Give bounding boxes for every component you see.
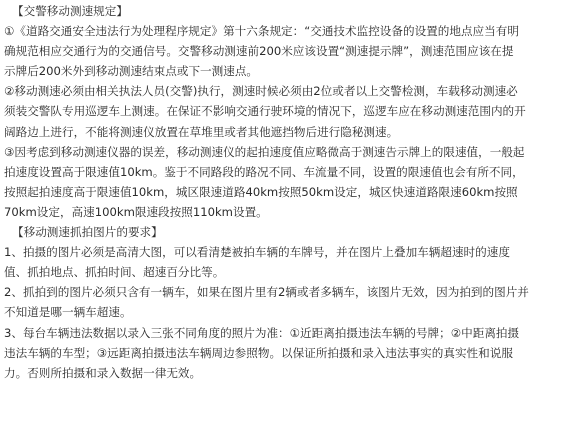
section-heading-traffic-police-speed-rules: 【交警移动测速规定】: [12, 4, 128, 18]
paragraph-line: 按照起拍速度高于限速值10km，城区限速道路40km按照50km设定，城区快速道路限速60km按照: [4, 184, 518, 199]
paragraph-line: 2、抓拍到的图片必须只含有一辆车，如果在图片里有2辆或者多辆车，该图片无效，因为拍到的图片并: [4, 285, 529, 300]
paragraph-line: 拍速度设置高于限速值10km。鉴于不同路段的路况不同、车流量不同，设置的限速值也会有所不同，: [4, 164, 524, 179]
paragraph-line: 1、拍摄的图片必须是高清大图，可以看清楚被拍车辆的车牌号，并在图片上叠加车辆超速时的速度: [4, 245, 510, 260]
paragraph-line: 示牌后200米外到移动测速结束点或下一测速点。: [4, 64, 259, 79]
paragraph-line: 违法车辆的车型；③远距离拍摄违法车辆周边参照物。以保证所拍摄和录入违法事实的真实性和说服: [4, 345, 513, 360]
paragraph-line: ①《道路交通安全违法行为处理程序规定》第十六条规定：“交通技术监控设备的设置的地点应当有明: [4, 24, 519, 39]
paragraph-line: 3、每台车辆违法数据以录入三张不同角度的照片为准：①近距离拍摄违法车辆的号牌；②中距离拍摄: [4, 325, 520, 340]
paragraph-line: 须装交警队专用巡逻车上测速。在保证不影响交通行驶环境的情况下，巡逻车应在移动测速范围内的开: [4, 104, 526, 119]
paragraph-line: ②移动测速必须由相关执法人员(交警)执行，测速时候必须由2位或者以上交警检测，车载移动测速必: [4, 84, 518, 99]
paragraph-line: 值、抓拍地点、抓拍时间、超速百分比等。: [4, 265, 225, 280]
paragraph-line: 70km设定，高速100km限速段按照110km设置。: [4, 204, 268, 219]
paragraph-line: 力。否则所拍摄和录入数据一律无效。: [4, 365, 202, 380]
paragraph-line: ③因考虑到移动测速仪器的误差，移动测速仪的起拍速度值应略微高于测速告示牌上的限速值，一般起: [4, 144, 525, 159]
section-heading-photo-requirements: 【移动测速抓拍图片的要求】: [12, 225, 163, 240]
paragraph-line: 不知道是哪一辆车超速。: [4, 305, 132, 320]
paragraph-line: 阔路边上进行，不能将测速仪放置在草堆里或者其他遮挡物后进行隐秘测速。: [4, 124, 399, 139]
paragraph-line: 确规范相应交通行为的交通信号。交警移动测速前200米应该设置“测速提示牌”，测速范围应该在提: [4, 44, 514, 59]
